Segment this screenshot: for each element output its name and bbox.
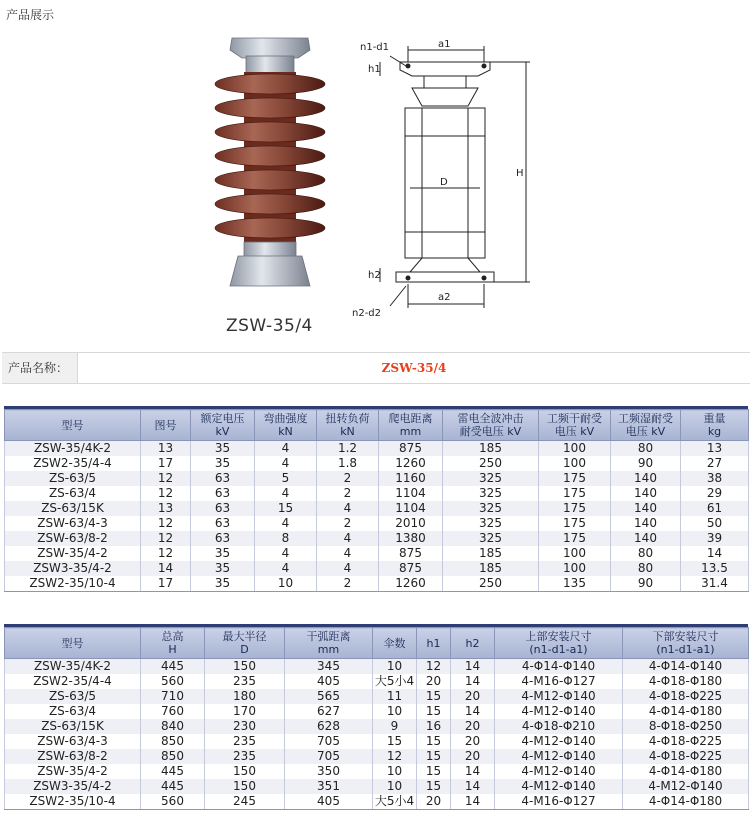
table-cell: 15 — [417, 704, 451, 719]
table-cell: 150 — [205, 779, 285, 794]
header-line: 扭转负荷 — [325, 412, 370, 425]
table-cell: 175 — [539, 531, 611, 546]
header-unit: H — [168, 643, 177, 656]
header-line: 型号 — [61, 418, 84, 432]
table-cell: 628 — [285, 719, 373, 734]
column-header — [379, 410, 443, 441]
table-cell: 4-M12-Φ140 — [495, 749, 623, 764]
table-cell: 345 — [285, 659, 373, 675]
table-cell: 14 — [451, 704, 495, 719]
table-cell: 29 — [681, 486, 749, 501]
table-cell: 14 — [681, 546, 749, 561]
model-cell: ZSW2-35/10-4 — [5, 794, 141, 810]
header-line: 伞数 — [383, 636, 406, 650]
table-row — [5, 734, 749, 749]
table-row — [5, 561, 749, 576]
table-cell: 875 — [379, 561, 443, 576]
model-cell: ZSW-35/4-2 — [5, 764, 141, 779]
table-cell: 10 — [373, 704, 417, 719]
table-cell: 90 — [611, 456, 681, 471]
table-cell: 445 — [141, 764, 205, 779]
table-row — [5, 779, 749, 794]
header-unit: kg — [707, 425, 722, 438]
dimension-drawing — [350, 36, 540, 321]
table-cell: 325 — [443, 471, 539, 486]
column-header — [539, 410, 611, 441]
table-cell: 4-M12-Φ140 — [623, 779, 749, 794]
table-cell: 235 — [205, 734, 285, 749]
header-line: 工频干耐受 — [547, 412, 602, 425]
label-D: D — [440, 177, 448, 188]
column-header — [681, 410, 749, 441]
label-n2-d2: n2-d2 — [352, 308, 382, 319]
table-cell: 2 — [317, 486, 379, 501]
table-cell: 230 — [205, 719, 285, 734]
table-cell: 705 — [285, 749, 373, 764]
column-header — [495, 628, 623, 659]
table-cell: 27 — [681, 456, 749, 471]
table-cell: 20 — [451, 734, 495, 749]
table-cell: 1.8 — [317, 456, 379, 471]
table-cell: 12 — [141, 531, 191, 546]
table-cell: 13 — [681, 441, 749, 457]
table-cell: 325 — [443, 516, 539, 531]
table-cell: 140 — [611, 516, 681, 531]
table-cell: 15 — [417, 689, 451, 704]
table-cell: 1104 — [379, 501, 443, 516]
product-photo — [210, 36, 330, 291]
model-cell: ZS-63/15K — [5, 719, 141, 734]
table-cell: 4-M12-Φ140 — [495, 689, 623, 704]
table-cell: 4-Φ18-Φ225 — [623, 749, 749, 764]
table-cell: 235 — [205, 674, 285, 689]
section-title: 产品展示 — [6, 8, 55, 22]
table-cell: 38 — [681, 471, 749, 486]
model-cell: ZS-63/15K — [5, 501, 141, 516]
table-cell: 4-M16-Φ127 — [495, 674, 623, 689]
table-cell: 12 — [141, 486, 191, 501]
table-cell: 4 — [255, 561, 317, 576]
table-cell: 14 — [141, 561, 191, 576]
table-cell: 710 — [141, 689, 205, 704]
table-cell: 4-M12-Φ140 — [495, 734, 623, 749]
table-cell: 135 — [539, 576, 611, 592]
table-cell: 760 — [141, 704, 205, 719]
table-cell: 4-Φ14-Φ180 — [623, 794, 749, 810]
table-row — [5, 486, 749, 501]
header-line: 重量 — [703, 412, 726, 425]
table-cell: 4 — [255, 516, 317, 531]
model-cell: ZSW-35/4K-2 — [5, 659, 141, 675]
header-line: h1 — [426, 636, 441, 650]
table-cell: 875 — [379, 441, 443, 457]
table-cell: 9 — [373, 719, 417, 734]
header-line: 型号 — [61, 636, 84, 650]
label-n1-d1: n1-d1 — [360, 42, 390, 53]
header-unit: 耐受电压 kV — [459, 425, 522, 438]
table-cell: 4 — [255, 486, 317, 501]
table-cell: 11 — [373, 689, 417, 704]
column-header — [317, 410, 379, 441]
table-cell: 175 — [539, 516, 611, 531]
label-h2: h2 — [368, 270, 381, 281]
table-cell: 80 — [611, 561, 681, 576]
table-cell: 14 — [451, 779, 495, 794]
table-cell: 4 — [317, 501, 379, 516]
table-cell: 20 — [451, 689, 495, 704]
table-cell: 4 — [255, 456, 317, 471]
table-cell: 170 — [205, 704, 285, 719]
table-cell: 80 — [611, 546, 681, 561]
model-cell: ZSW3-35/4-2 — [5, 561, 141, 576]
label-a2: a2 — [438, 292, 451, 303]
table-cell: 13.5 — [681, 561, 749, 576]
model-cell: ZSW3-35/4-2 — [5, 779, 141, 794]
table-cell: 90 — [611, 576, 681, 592]
column-header — [5, 410, 141, 441]
table-cell: 840 — [141, 719, 205, 734]
header-line: 总高 — [161, 630, 184, 643]
table-cell: 35 — [191, 546, 255, 561]
table-row — [5, 531, 749, 546]
table-cell: 63 — [191, 486, 255, 501]
table-row — [5, 689, 749, 704]
table-cell: 4-Φ18-Φ225 — [623, 689, 749, 704]
table-cell: 4 — [255, 441, 317, 457]
table-cell: 14 — [451, 674, 495, 689]
table-cell: 39 — [681, 531, 749, 546]
table-cell: 100 — [539, 456, 611, 471]
product-name-row — [2, 352, 750, 384]
table-cell: 63 — [191, 471, 255, 486]
table-cell: 10 — [255, 576, 317, 592]
header-unit: D — [240, 643, 249, 656]
table-cell: 250 — [443, 576, 539, 592]
header-line: 工频湿耐受 — [618, 412, 673, 425]
table-cell: 50 — [681, 516, 749, 531]
header-unit: 电压 kV — [554, 425, 595, 438]
table-cell: 325 — [443, 486, 539, 501]
header-unit: kV — [215, 425, 230, 438]
table-cell: 12 — [417, 659, 451, 675]
header-line: 额定电压 — [200, 412, 245, 425]
table-cell: 12 — [141, 546, 191, 561]
table-cell: 140 — [611, 471, 681, 486]
label-a1: a1 — [438, 39, 451, 50]
table-cell: 61 — [681, 501, 749, 516]
model-cell: ZS-63/5 — [5, 471, 141, 486]
table-cell: 560 — [141, 794, 205, 810]
header-unit: kN — [278, 425, 293, 438]
model-cell: ZSW2-35/4-4 — [5, 456, 141, 471]
product-name-label: 产品名称： — [2, 353, 78, 383]
table-cell: 8-Φ18-Φ250 — [623, 719, 749, 734]
table-cell: 100 — [539, 441, 611, 457]
table-cell: 1380 — [379, 531, 443, 546]
table-cell: 20 — [417, 674, 451, 689]
table-cell: 4-Φ14-Φ180 — [623, 704, 749, 719]
table-cell: 63 — [191, 501, 255, 516]
table-cell: 13 — [141, 501, 191, 516]
table-cell: 31.4 — [681, 576, 749, 592]
table-row — [5, 471, 749, 486]
table-row — [5, 674, 749, 689]
column-header — [5, 628, 141, 659]
table-cell: 4-Φ18-Φ180 — [623, 674, 749, 689]
table-cell: 185 — [443, 546, 539, 561]
table-cell: 4 — [317, 561, 379, 576]
table-cell: 2 — [317, 576, 379, 592]
table-cell: 17 — [141, 456, 191, 471]
table-cell: 100 — [539, 561, 611, 576]
table-cell: 15 — [417, 764, 451, 779]
table-row — [5, 704, 749, 719]
column-header — [623, 628, 749, 659]
table-cell: 4 — [255, 546, 317, 561]
header-line: 弯曲强度 — [263, 412, 308, 425]
table-cell: 5 — [255, 471, 317, 486]
table-cell: 16 — [417, 719, 451, 734]
table-cell: 8 — [255, 531, 317, 546]
header-unit: 电压 kV — [625, 425, 666, 438]
header-unit: kN — [340, 425, 355, 438]
table-cell: 185 — [443, 561, 539, 576]
model-cell: ZS-63/5 — [5, 689, 141, 704]
table-cell: 大5小4 — [373, 674, 417, 689]
table-cell: 140 — [611, 531, 681, 546]
header-line: 爬电距离 — [388, 412, 433, 425]
header-line: 下部安装尺寸 — [652, 630, 719, 643]
table-cell: 63 — [191, 516, 255, 531]
column-header — [451, 628, 495, 659]
table-row — [5, 719, 749, 734]
table-cell: 15 — [417, 749, 451, 764]
header-line: 图号 — [154, 418, 177, 432]
table-cell: 12 — [141, 516, 191, 531]
model-cell: ZSW-63/8-2 — [5, 749, 141, 764]
table-row — [5, 516, 749, 531]
column-header — [417, 628, 451, 659]
header-unit: mm — [317, 643, 340, 656]
table-cell: 1260 — [379, 576, 443, 592]
table-cell: 10 — [373, 779, 417, 794]
table-cell: 185 — [443, 441, 539, 457]
table-cell: 4-Φ14-Φ180 — [623, 764, 749, 779]
table-row — [5, 456, 749, 471]
table-cell: 150 — [205, 764, 285, 779]
table-cell: 2010 — [379, 516, 443, 531]
table-row — [5, 441, 749, 457]
spec-table-electrical — [4, 409, 749, 592]
table-cell: 140 — [611, 501, 681, 516]
table-row — [5, 546, 749, 561]
table-cell: 1160 — [379, 471, 443, 486]
label-H: H — [516, 168, 524, 179]
table-cell: 4 — [317, 531, 379, 546]
table-row — [5, 501, 749, 516]
table-row — [5, 794, 749, 810]
table-cell: 405 — [285, 674, 373, 689]
table-cell: 1260 — [379, 456, 443, 471]
table-cell: 175 — [539, 501, 611, 516]
model-cell: ZSW-63/8-2 — [5, 531, 141, 546]
table-cell: 627 — [285, 704, 373, 719]
model-cell: ZSW-35/4K-2 — [5, 441, 141, 457]
table-cell: 35 — [191, 441, 255, 457]
table-cell: 150 — [205, 659, 285, 675]
header-line: 干弧距离 — [306, 630, 351, 643]
table-cell: 20 — [417, 794, 451, 810]
table-row — [5, 749, 749, 764]
table-cell: 12 — [141, 471, 191, 486]
table-cell: 20 — [451, 749, 495, 764]
model-cell: ZSW-35/4-2 — [5, 546, 141, 561]
table-cell: 4 — [317, 546, 379, 561]
header-line: 最大半径 — [222, 630, 267, 643]
column-header — [191, 410, 255, 441]
header-unit: mm — [399, 425, 422, 438]
column-header — [205, 628, 285, 659]
model-cell: ZSW-63/4-3 — [5, 734, 141, 749]
table-cell: 245 — [205, 794, 285, 810]
label-h1: h1 — [368, 64, 381, 75]
table-cell: 15 — [373, 734, 417, 749]
column-header — [141, 410, 191, 441]
table-cell: 14 — [451, 659, 495, 675]
model-cell: ZSW2-35/4-4 — [5, 674, 141, 689]
table-cell: 大5小4 — [373, 794, 417, 810]
table-cell: 325 — [443, 531, 539, 546]
table-cell: 63 — [191, 531, 255, 546]
table-cell: 445 — [141, 659, 205, 675]
table-cell: 850 — [141, 734, 205, 749]
table-cell: 705 — [285, 734, 373, 749]
table-cell: 4-Φ14-Φ140 — [623, 659, 749, 675]
table-cell: 15 — [417, 734, 451, 749]
header-unit: (n1-d1-a1) — [529, 643, 588, 656]
table-cell: 4-Φ18-Φ210 — [495, 719, 623, 734]
table-cell: 2 — [317, 516, 379, 531]
table-cell: 35 — [191, 576, 255, 592]
model-cell: ZS-63/4 — [5, 486, 141, 501]
table-cell: 20 — [451, 719, 495, 734]
table-cell: 235 — [205, 749, 285, 764]
table-cell: 4-M16-Φ127 — [495, 794, 623, 810]
table-cell: 14 — [451, 794, 495, 810]
table-cell: 325 — [443, 501, 539, 516]
table-cell: 2 — [317, 471, 379, 486]
table-cell: 4-M12-Φ140 — [495, 764, 623, 779]
table-cell: 405 — [285, 794, 373, 810]
table-cell: 80 — [611, 441, 681, 457]
table-cell: 15 — [417, 779, 451, 794]
table-cell: 12 — [373, 749, 417, 764]
column-header — [611, 410, 681, 441]
table-cell: 250 — [443, 456, 539, 471]
header-unit: (n1-d1-a1) — [656, 643, 715, 656]
table-cell: 140 — [611, 486, 681, 501]
header-line: h2 — [465, 636, 480, 650]
product-name-value: ZSW-35/4 — [381, 361, 447, 375]
table-cell: 13 — [141, 441, 191, 457]
table-cell: 1.2 — [317, 441, 379, 457]
table-cell: 10 — [373, 659, 417, 675]
table-cell: 175 — [539, 486, 611, 501]
model-cell: ZS-63/4 — [5, 704, 141, 719]
table-cell: 4-M12-Φ140 — [495, 704, 623, 719]
table-cell: 445 — [141, 779, 205, 794]
table-cell: 14 — [451, 764, 495, 779]
table-cell: 4-M12-Φ140 — [495, 779, 623, 794]
product-caption: ZSW-35/4 — [226, 316, 313, 336]
column-header — [285, 628, 373, 659]
table-cell: 4-Φ14-Φ140 — [495, 659, 623, 675]
table-cell: 560 — [141, 674, 205, 689]
table-cell: 15 — [255, 501, 317, 516]
table-cell: 180 — [205, 689, 285, 704]
table-cell: 35 — [191, 456, 255, 471]
table-cell: 35 — [191, 561, 255, 576]
table-cell: 4-Φ18-Φ225 — [623, 734, 749, 749]
table-cell: 850 — [141, 749, 205, 764]
table-cell: 350 — [285, 764, 373, 779]
spec-table-dimensions — [4, 627, 749, 810]
column-header — [373, 628, 417, 659]
table-row — [5, 576, 749, 592]
column-header — [141, 628, 205, 659]
table-row — [5, 659, 749, 675]
header-line: 雷电全波冲击 — [457, 412, 524, 425]
table-cell: 17 — [141, 576, 191, 592]
table-cell: 875 — [379, 546, 443, 561]
header-line: 上部安装尺寸 — [525, 630, 592, 643]
column-header — [443, 410, 539, 441]
table-cell: 351 — [285, 779, 373, 794]
model-cell: ZSW-63/4-3 — [5, 516, 141, 531]
table-cell: 175 — [539, 471, 611, 486]
table-row — [5, 764, 749, 779]
table-cell: 10 — [373, 764, 417, 779]
table-cell: 1104 — [379, 486, 443, 501]
table-cell: 100 — [539, 546, 611, 561]
model-cell: ZSW2-35/10-4 — [5, 576, 141, 592]
column-header — [255, 410, 317, 441]
table-cell: 565 — [285, 689, 373, 704]
